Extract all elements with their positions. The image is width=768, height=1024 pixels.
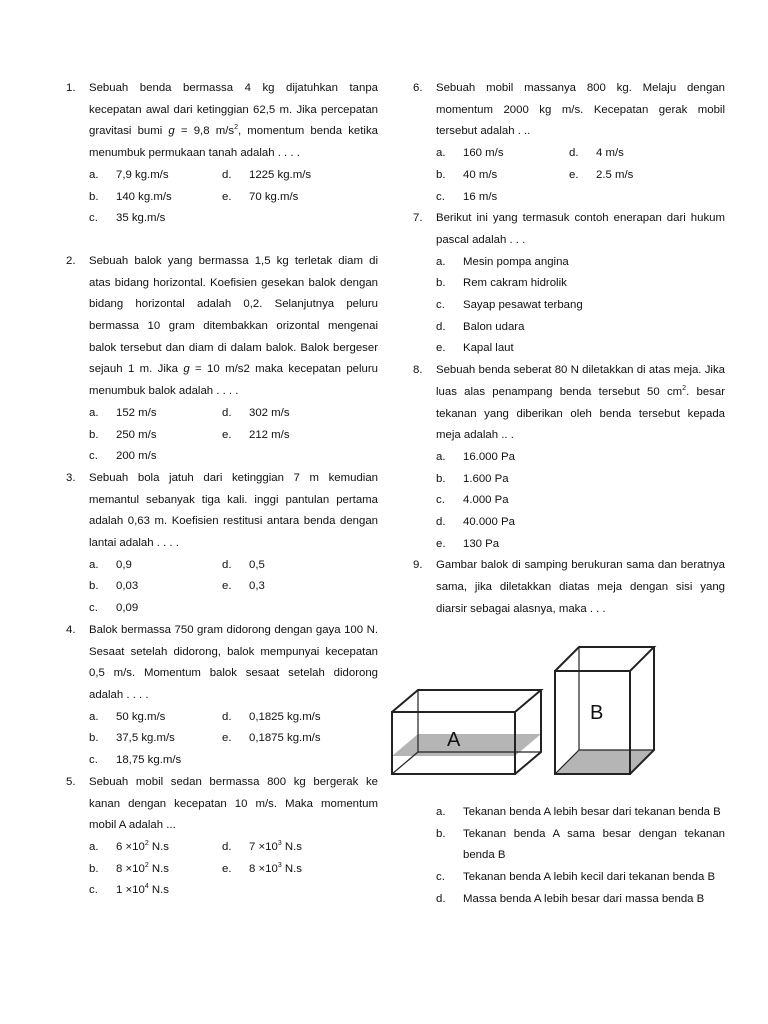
- option-d[interactable]: d. 0,1825 kg.m/s: [222, 710, 321, 723]
- option-d[interactable]: d. 0,5: [222, 558, 265, 571]
- question-1: [66, 78, 378, 230]
- spacer: [66, 230, 378, 251]
- option-b[interactable]: b. 0,03: [89, 580, 139, 593]
- option-b[interactable]: b. 1.600 Pa: [436, 472, 509, 485]
- question-text: Sebuah bola jatuh dari ketinggian 7 m kemudian memantul sebanyak tiga kali. inggi pantulan pertama adalah 0,63 m. Koefisien restitusi antara benda dengan lantai adalah . . . .: [89, 471, 378, 550]
- question-2: [66, 251, 378, 468]
- option-a[interactable]: a. 50 kg.m/s: [89, 710, 166, 723]
- option-a[interactable]: a. Mesin pompa angina: [436, 255, 569, 268]
- option-c[interactable]: c. 200 m/s: [89, 450, 157, 463]
- options: [66, 837, 378, 902]
- option-b[interactable]: b. Rem cakram hidrolik: [436, 277, 567, 290]
- box-a: [392, 690, 541, 774]
- option-c[interactable]: c. 0,09: [89, 602, 139, 615]
- question-text: Sebuah balok yang bermassa 1,5 kg terletak diam di atas bidang horizontal. Koefisien gesekan balok dengan bidang horizontal adalah 0,2. Selanjutnya peluru bermassa 10 gram ditembakkan orizontal mengenai balok tersebut dan diam di dalam balok. Balok bergeser sejauh 1 m. Jika g = 10 m/s2 maka kecepatan peluru menumbuk balok adalah . . . .: [89, 254, 378, 398]
- option-d[interactable]: d. $7 \times 10^3$ N.s: [222, 840, 302, 853]
- question-number: 9.: [413, 559, 423, 572]
- option-a[interactable]: a. 0,9: [89, 558, 132, 571]
- question-5: [66, 772, 378, 902]
- option-d[interactable]: d. 302 m/s: [222, 406, 290, 419]
- question-8: [413, 360, 725, 555]
- option-c[interactable]: c. 4.000 Pa: [436, 494, 509, 507]
- option-d[interactable]: d. 1225 kg.m/s: [222, 168, 312, 181]
- options: [413, 143, 725, 208]
- option-a[interactable]: a. 7,9 kg.m/s: [89, 168, 169, 181]
- option-e[interactable]: e. 130 Pa: [436, 537, 500, 550]
- blocks-figure-svg: [389, 645, 671, 779]
- option-c[interactable]: c. Sayap pesawat terbang: [436, 299, 583, 312]
- option-a[interactable]: a. 152 m/s: [89, 406, 157, 419]
- option-c[interactable]: c. 16 m/s: [436, 190, 498, 203]
- options: [413, 252, 725, 361]
- option-b[interactable]: b. Tekanan benda A sama besar dengan tekanan benda B: [436, 827, 725, 862]
- question-number: 2.: [66, 254, 76, 267]
- box-a-label: A: [447, 729, 461, 751]
- option-e[interactable]: e. $8 \times 10^3$ N.s: [222, 861, 302, 875]
- option-e[interactable]: e. 0,3: [222, 580, 265, 593]
- option-b[interactable]: b. 40 m/s: [436, 168, 498, 181]
- option-d[interactable]: d. 40.000 Pa: [436, 516, 515, 529]
- blocks-figure: [389, 645, 671, 779]
- question-number: 7.: [413, 212, 423, 225]
- option-b[interactable]: b. 250 m/s: [89, 428, 157, 441]
- option-d[interactable]: d. Massa benda A lebih besar dari massa benda B: [436, 892, 705, 905]
- question-text: Sebuah benda seberat 80 N diletakkan di atas meja. Jika luas alas penampang benda tersebut 50 $cm^2$. besar tekanan yang diberikan oleh benda tersebut kepada meja adalah .. .: [436, 364, 725, 442]
- question-number: 4.: [66, 623, 76, 636]
- box-b: [555, 647, 654, 774]
- question-9-options: [436, 802, 725, 911]
- right-column: [413, 78, 725, 621]
- box-a-shaded-base: [392, 734, 541, 756]
- options: [66, 165, 378, 230]
- options: [66, 707, 378, 772]
- question-3: [66, 468, 378, 620]
- option-c[interactable]: c. 35 kg.m/s: [89, 212, 166, 225]
- option-e[interactable]: e. 70 kg.m/s: [222, 190, 299, 203]
- option-e[interactable]: e. 2.5 m/s: [569, 168, 634, 181]
- question-text: Balok bermassa 750 gram didorong dengan gaya 100 N. Sesaat setelah didorong, balok mempunyai kecepatan 0,5 m/s. Momentum balok sesaat setelah didorong adalah . . . .: [89, 623, 378, 701]
- options: [413, 447, 725, 556]
- question-text: Sebuah mobil sedan bermassa 800 kg bergerak ke kanan dengan kecepatan 10 m/s. Maka momentum mobil A adalah ...: [89, 775, 378, 832]
- question-number: 5.: [66, 775, 76, 788]
- option-a[interactable]: a. Tekanan benda A lebih besar dari tekanan benda B: [436, 806, 721, 818]
- option-d[interactable]: d. Balon udara: [436, 320, 525, 333]
- options: [66, 555, 378, 620]
- question-number: 1.: [66, 82, 76, 94]
- options: [66, 403, 378, 468]
- option-a[interactable]: a. $6 \times 10^2$ N.s: [89, 840, 169, 853]
- question-number: 3.: [66, 471, 76, 484]
- box-b-label: B: [590, 702, 604, 724]
- question-text: Sebuah mobil massanya 800 kg. Melaju dengan momentum 2000 kg m/s. Kecepatan gerak mobil tersebut adalah . ..: [436, 82, 725, 138]
- option-e[interactable]: e. 212 m/s: [222, 428, 290, 441]
- option-b[interactable]: b. 37,5 kg.m/s: [89, 732, 175, 745]
- option-e[interactable]: e. 0,1875 kg.m/s: [222, 732, 321, 745]
- question-7: [413, 208, 725, 360]
- option-c[interactable]: c. Tekanan benda A lebih kecil dari tekanan benda B: [436, 871, 716, 884]
- option-a[interactable]: a. 160 m/s: [436, 147, 504, 160]
- question-text: Berikut ini yang termasuk contoh enerapan dari hukum pascal adalah . . .: [436, 212, 725, 246]
- option-e[interactable]: e. Kapal laut: [436, 342, 514, 355]
- question-text: Gambar balok di samping berukuran sama dan beratnya sama, jika diletakkan diatas meja dengan sisi yang diarsir sebagai alasnya, maka . . .: [436, 559, 725, 615]
- box-b-shaded-base: [555, 750, 654, 774]
- question-number: 6.: [413, 82, 423, 94]
- option-c[interactable]: c. 18,75 kg.m/s: [89, 754, 182, 767]
- left-column: [66, 78, 378, 902]
- option-b[interactable]: b. 140 kg.m/s: [89, 190, 172, 203]
- option-d[interactable]: d. 4 m/s: [569, 147, 624, 160]
- question-9: [413, 555, 725, 620]
- question-4: [66, 620, 378, 772]
- option-b[interactable]: b. $8 \times 10^2$ N.s: [89, 861, 169, 875]
- option-c[interactable]: c. $1 \times 10^4$ N.s: [89, 883, 169, 897]
- option-a[interactable]: a. 16.000 Pa: [436, 450, 515, 463]
- question-6: [413, 78, 725, 208]
- question-text: Sebuah benda bermassa 4 kg dijatuhkan tanpa kecepatan awal dari ketinggian 62,5 m. Jika percepatan gravitasi bumi g = 9,8 $m/s^2$, momentum benda ketika menumbuk permukaan tanah adalah . . . .: [89, 82, 378, 160]
- question-number: 8.: [413, 364, 423, 377]
